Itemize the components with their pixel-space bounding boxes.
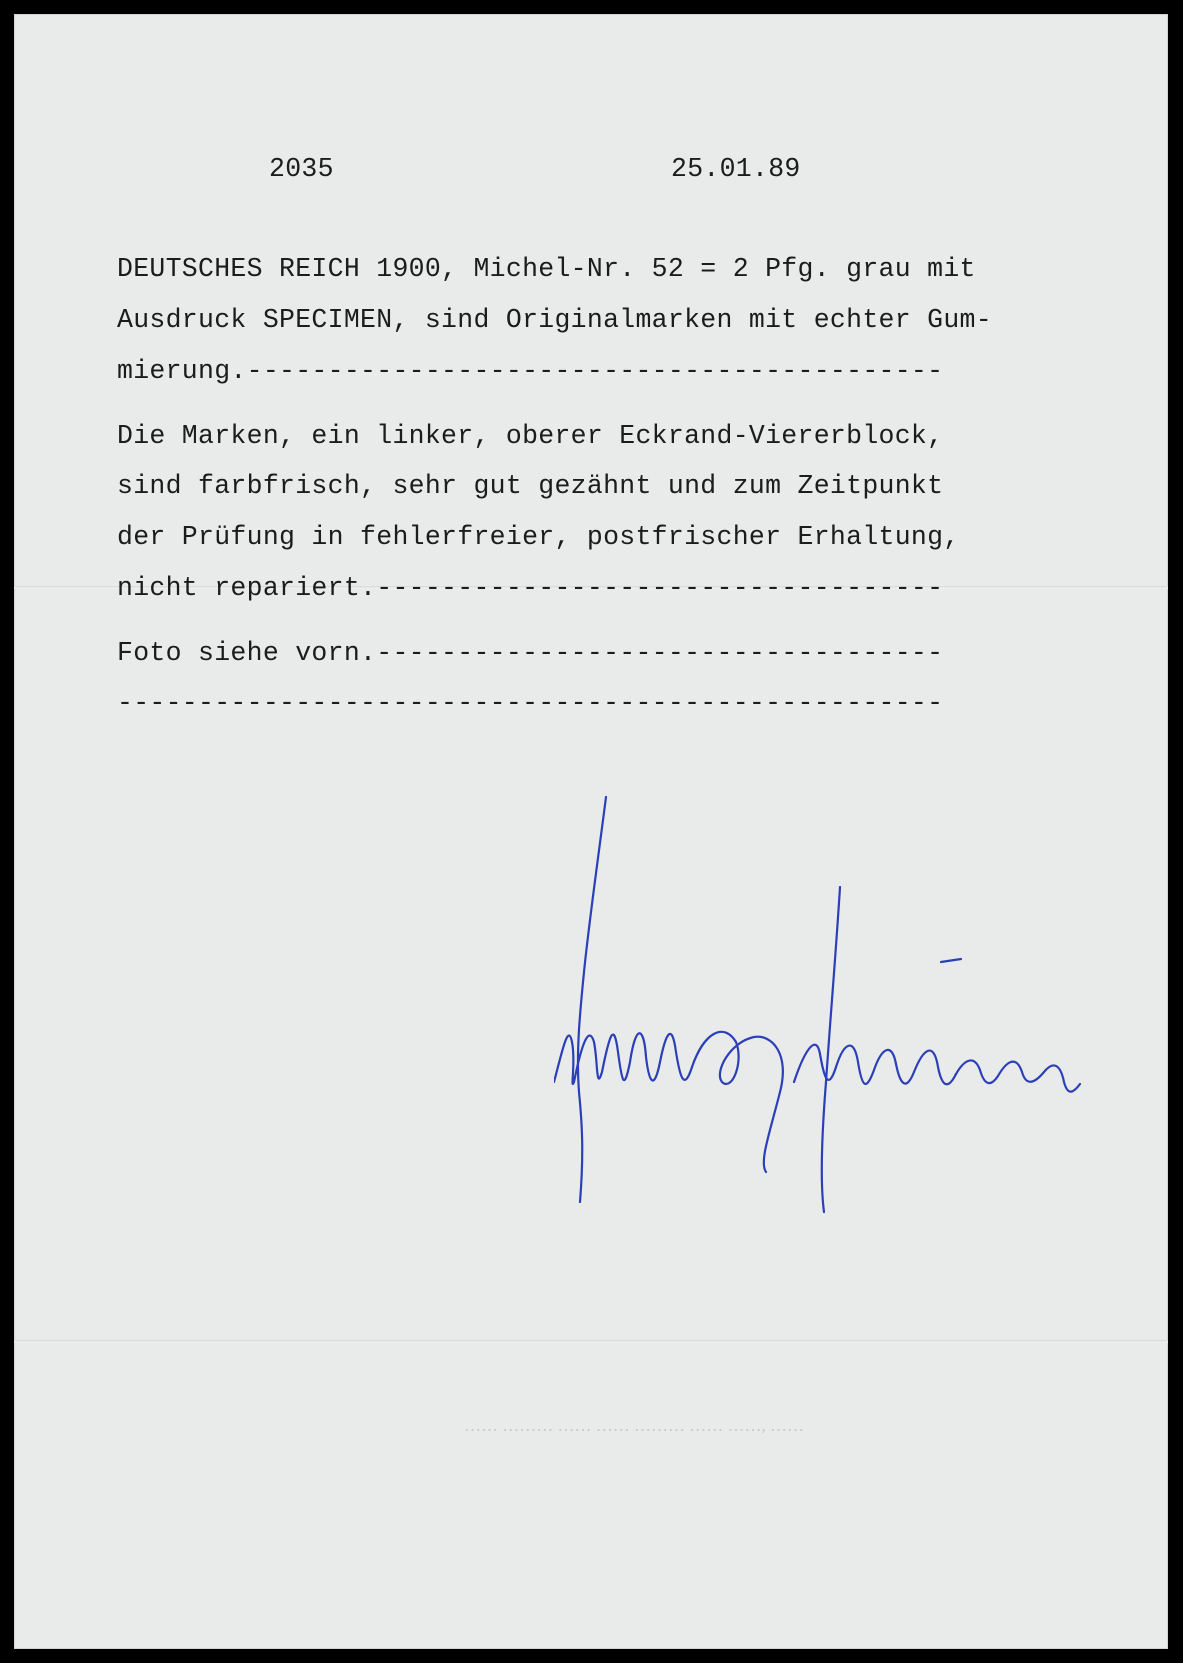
text-line: Die Marken, ein linker, oberer Eckrand-Viererblock, [117,421,944,451]
text-line: nicht repariert.----------------------------------- [117,573,944,603]
certificate-number: 2035 [269,154,334,184]
certificate-sheet [14,14,1168,1649]
text-line: --------------------------------------------------- [117,688,944,718]
text-line: mierung.------------------------------------------- [117,356,944,386]
text-line: DEUTSCHES REICH 1900, Michel-Nr. 52 = 2 Pfg. grau mit [117,254,976,284]
text-line: Foto siehe vorn.----------------------------------- [117,638,944,668]
text-line: der Prüfung in fehlerfreier, postfrischer Erhaltung, [117,522,960,552]
reverse-bleedthrough: …… ……… …… …… ……… …… ……, …… [464,1416,804,1435]
fold-line [14,1340,1168,1343]
text-line: Ausdruck SPECIMEN, sind Originalmarken mit echter Gum- [117,305,992,335]
text-line: sind farbfrisch, sehr gut gezähnt und zum Zeitpunkt [117,471,944,501]
handwritten-signature-icon [554,792,1154,1222]
certificate-date: 25.01.89 [671,154,801,184]
